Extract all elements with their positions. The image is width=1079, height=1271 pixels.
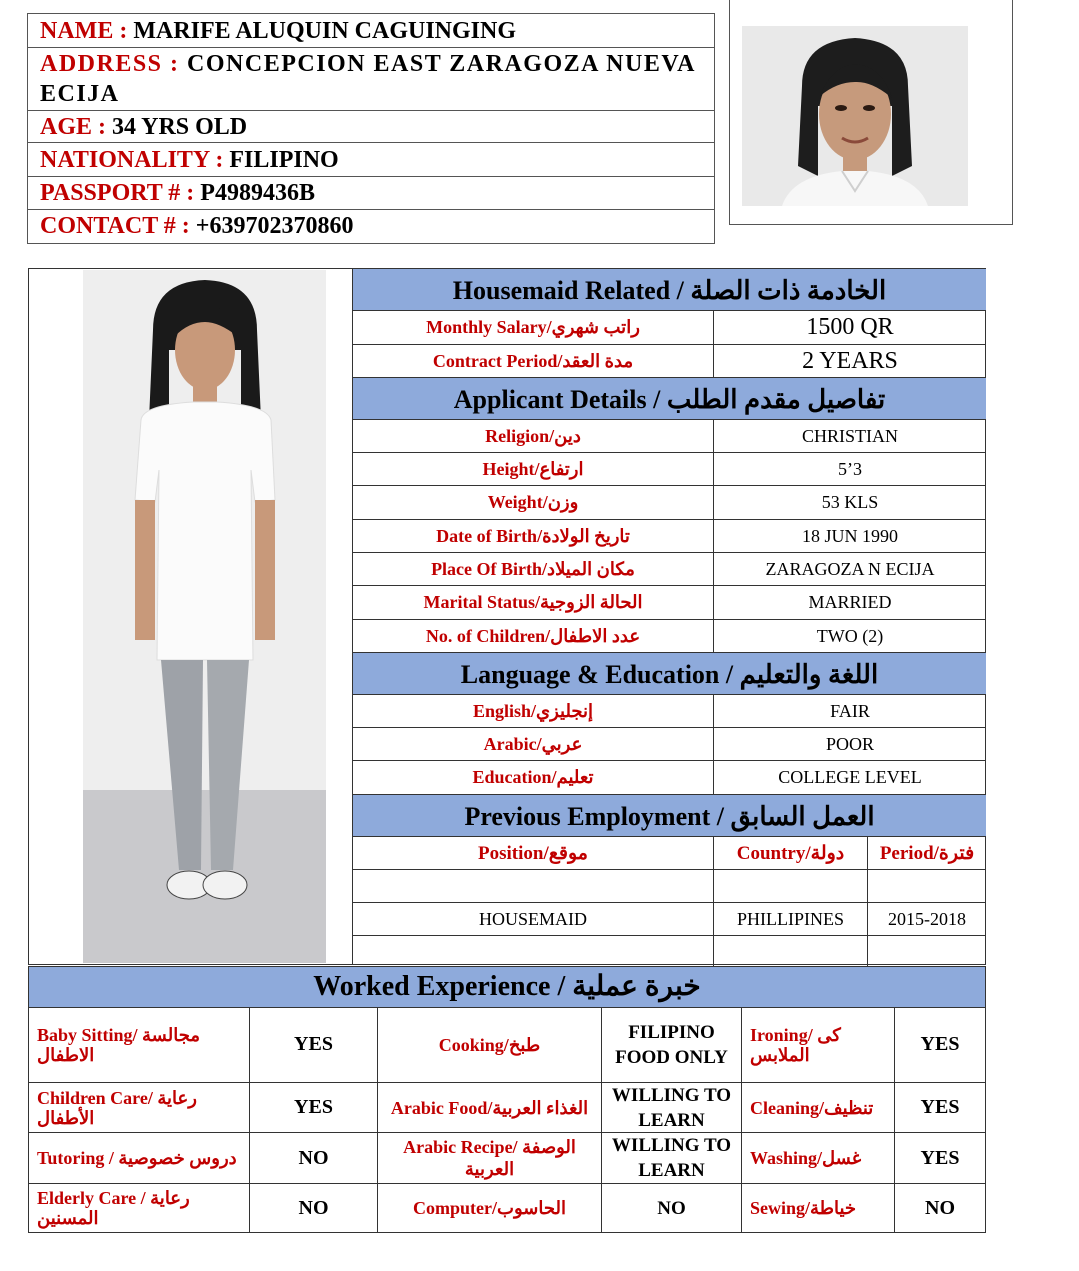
dob-label: Date of Birth/تاريخ الولادة — [353, 520, 714, 552]
country-column-header: Country/دولة — [714, 837, 868, 869]
religion-label: Religion/دين — [353, 420, 714, 452]
age-label: AGE : — [40, 114, 106, 140]
country-cell — [714, 936, 868, 966]
face-photo — [742, 26, 968, 206]
position-cell: HOUSEMAID — [353, 903, 714, 935]
language-row — [353, 695, 986, 728]
country-cell — [714, 870, 868, 902]
applicant-row — [353, 520, 986, 553]
passport-value: P4989436B — [200, 180, 315, 206]
language-row — [353, 728, 986, 761]
skill-value: YES — [250, 1083, 378, 1132]
pob-label: Place Of Birth/مكان الميلاد — [353, 553, 714, 585]
english-label: English/إنجليزي — [353, 695, 714, 727]
applicant-row — [353, 486, 986, 520]
employment-row — [353, 903, 986, 936]
contact-value: +639702370860 — [195, 213, 354, 239]
age-row — [28, 111, 714, 143]
skill-value: YES — [920, 1033, 960, 1055]
skill-value: YES — [920, 1096, 960, 1118]
skill-value: YES — [250, 1007, 378, 1082]
skill-label: Ironing/ كى الملابس — [742, 1007, 895, 1082]
applicant-row — [353, 420, 986, 453]
contact-row — [28, 210, 714, 243]
name-label: NAME : — [40, 18, 128, 44]
experience-row — [29, 1184, 985, 1232]
nationality-row — [28, 143, 714, 177]
contract-row — [353, 345, 986, 378]
nationality-value: FILIPINO — [229, 147, 339, 173]
language-header: Language & Education / اللغة والتعليم — [353, 652, 986, 695]
passport-label: PASSPORT # : — [40, 180, 195, 206]
language-row — [353, 761, 986, 795]
passport-row — [28, 177, 714, 210]
skill-label: Computer/الحاسوب — [378, 1184, 602, 1232]
experience-row — [29, 1083, 985, 1133]
skill-value: NO — [602, 1184, 742, 1232]
employment-columns — [353, 837, 986, 870]
education-label: Education/تعليم — [353, 761, 714, 794]
applicant-row — [353, 586, 986, 620]
skill-label: Tutoring / دروس خصوصية — [29, 1133, 250, 1183]
skill-value: NO — [250, 1133, 378, 1183]
skill-label: Sewing/خياطة — [742, 1184, 895, 1232]
applicant-header: Applicant Details / تفاصيل مقدم الطلب — [353, 377, 986, 420]
applicant-row — [353, 453, 986, 486]
full-body-photo — [83, 270, 326, 963]
housemaid-header: Housemaid Related / الخادمة ذات الصلة — [353, 268, 986, 311]
contract-label: Contract Period/مدة العقد — [353, 345, 714, 377]
employment-header: Previous Employment / العمل السابق — [353, 794, 986, 837]
position-cell — [353, 936, 714, 966]
name-row — [28, 14, 714, 48]
contact-label: CONTACT # : — [40, 213, 190, 239]
skill-value: FILIPINO FOOD ONLY — [602, 1007, 742, 1082]
personal-info-box — [27, 13, 715, 244]
period-column-header: Period/فترة — [879, 842, 975, 864]
skill-value: WILLING TO LEARN — [602, 1133, 742, 1183]
dob-value: 18 JUN 1990 — [801, 525, 898, 546]
education-value: COLLEGE LEVEL — [778, 767, 922, 787]
arabic-value: POOR — [825, 733, 874, 754]
address-value: CONCEPCION EAST ZARAGOZA NUEVA ECIJA — [40, 51, 695, 107]
experience-header: Worked Experience / خبرة عملية — [28, 966, 986, 1008]
arabic-label: Arabic/عربي — [353, 728, 714, 760]
skill-value: WILLING TO LEARN — [602, 1083, 742, 1132]
children-label: No. of Children/عدد الاطفال — [353, 620, 714, 652]
skill-label: Cleaning/تنظيف — [742, 1083, 895, 1132]
applicant-row — [353, 553, 986, 586]
skill-label: Cooking/طبخ — [378, 1007, 602, 1082]
height-label: Height/ارتفاع — [353, 453, 714, 485]
employment-row — [353, 936, 986, 966]
contract-value: 2 YEARS — [802, 347, 898, 374]
applicant-row — [353, 620, 986, 653]
children-value: TWO (2) — [816, 625, 884, 646]
salary-row — [353, 311, 986, 345]
skill-value: NO — [925, 1196, 955, 1219]
skill-value: NO — [250, 1184, 378, 1232]
salary-value: 1500 QR — [806, 314, 894, 340]
salary-label: Monthly Salary/راتب شهري — [353, 311, 714, 344]
period-cell — [868, 870, 986, 902]
address-row — [28, 48, 714, 111]
name-value: MARIFE ALUQUIN CAGUINGING — [133, 18, 517, 44]
experience-row — [29, 1007, 985, 1083]
position-cell — [353, 870, 714, 902]
country-cell: PHILLIPINES — [714, 903, 868, 935]
position-column-header: Position/موقع — [353, 837, 714, 869]
religion-value: CHRISTIAN — [801, 425, 898, 446]
skill-label: Arabic Food/الغذاء العربية — [378, 1083, 602, 1132]
skill-value: YES — [920, 1146, 960, 1169]
english-value: FAIR — [830, 700, 870, 721]
height-value: 5’3 — [838, 458, 862, 479]
employment-row — [353, 870, 986, 903]
experience-table — [28, 1007, 986, 1233]
nationality-label: NATIONALITY : — [40, 147, 224, 173]
skill-label: Washing/غسل — [742, 1133, 895, 1183]
weight-label: Weight/وزن — [353, 486, 714, 519]
age-value: 34 YRS OLD — [112, 114, 248, 140]
period-cell: 2015-2018 — [888, 908, 966, 929]
skill-label: Arabic Recipe/ الوصفة العربية — [378, 1133, 602, 1183]
weight-value: 53 KLS — [821, 492, 879, 512]
skill-label: Children Care/ رعاية الأطفال — [29, 1083, 250, 1132]
address-label: ADDRESS : — [40, 51, 180, 77]
period-cell — [868, 936, 986, 966]
skill-label: Elderly Care / رعاية المسنين — [29, 1184, 250, 1232]
pob-value: ZARAGOZA N ECIJA — [765, 558, 935, 579]
skill-label: Baby Sitting/ مجالسة الاطفال — [29, 1007, 250, 1082]
marital-label: Marital Status/الحالة الزوجية — [353, 586, 714, 619]
marital-value: MARRIED — [808, 592, 892, 612]
experience-row — [29, 1133, 985, 1184]
